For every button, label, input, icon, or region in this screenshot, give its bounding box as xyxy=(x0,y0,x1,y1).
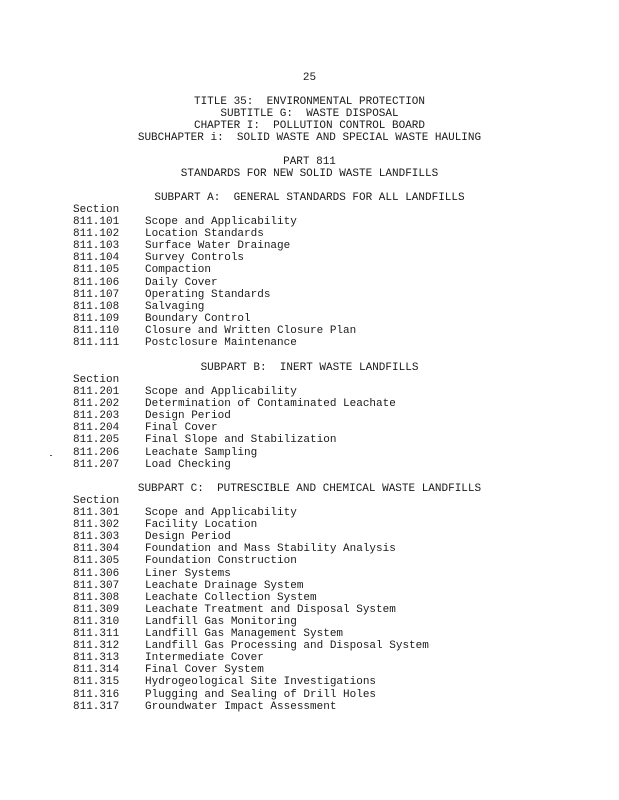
section-number: 811.303 xyxy=(73,531,120,543)
section-number: 811.105 xyxy=(73,264,120,276)
section-title: Surface Water Drainage xyxy=(145,240,291,252)
section-title: Design Period xyxy=(145,410,231,422)
section-title: Intermediate Cover xyxy=(145,652,264,664)
section-number: 811.207 xyxy=(73,459,120,471)
subpart-heading: SUBPART B: INERT WASTE LANDFILLS xyxy=(200,362,419,374)
section-title: Hydrogeological Site Investigations xyxy=(145,676,377,688)
section-title: Leachate Sampling xyxy=(145,447,258,459)
section-title: Facility Location xyxy=(145,519,258,531)
section-number: 811.201 xyxy=(73,386,120,398)
header-chapter: CHAPTER I: POLLUTION CONTROL BOARD xyxy=(193,120,426,132)
section-title: Final Slope and Stabilization xyxy=(145,434,337,446)
section-title: Landfill Gas Management System xyxy=(145,628,344,640)
header-subtitle: SUBTITLE G: WASTE DISPOSAL xyxy=(220,108,399,120)
section-number: 811.202 xyxy=(73,398,120,410)
scan-speck xyxy=(50,455,52,456)
section-number: 811.206 xyxy=(73,447,120,459)
header-title: TITLE 35: ENVIRONMENTAL PROTECTION xyxy=(193,96,426,108)
section-title: Daily Cover xyxy=(145,277,218,289)
section-title: Foundation and Mass Stability Analysis xyxy=(145,543,396,555)
header-subchapter: SUBCHAPTER i: SOLID WASTE AND SPECIAL WASTE HAULING xyxy=(137,132,482,144)
section-title: Scope and Applicability xyxy=(145,216,297,228)
section-title: Scope and Applicability xyxy=(145,507,297,519)
section-number: 811.205 xyxy=(73,434,120,446)
section-number: 811.301 xyxy=(73,507,120,519)
section-number: 811.312 xyxy=(73,640,120,652)
section-number: 811.108 xyxy=(73,301,120,313)
section-label: Section xyxy=(73,204,120,216)
section-title: Final Cover xyxy=(145,422,218,434)
section-title: Plugging and Sealing of Drill Holes xyxy=(145,689,377,701)
subpart-heading: SUBPART A: GENERAL STANDARDS FOR ALL LANDFILLS xyxy=(154,192,465,204)
section-title: Compaction xyxy=(145,264,212,276)
part-title: STANDARDS FOR NEW SOLID WASTE LANDFILLS xyxy=(180,168,439,180)
section-number: 811.311 xyxy=(73,628,120,640)
section-number: 811.306 xyxy=(73,568,120,580)
section-number: 811.101 xyxy=(73,216,120,228)
section-number: 811.102 xyxy=(73,228,120,240)
section-number: 811.111 xyxy=(73,337,120,349)
section-title: Foundation Construction xyxy=(145,555,297,567)
section-title: Landfill Gas Monitoring xyxy=(145,616,297,628)
section-title: Boundary Control xyxy=(145,313,251,325)
section-number: 811.316 xyxy=(73,689,120,701)
page-number: 25 xyxy=(302,72,317,84)
section-title: Leachate Treatment and Disposal System xyxy=(145,604,396,616)
section-number: 811.309 xyxy=(73,604,120,616)
section-label: Section xyxy=(73,495,120,507)
section-title: Closure and Written Closure Plan xyxy=(145,325,357,337)
section-title: Groundwater Impact Assessment xyxy=(145,701,337,713)
section-number: 811.310 xyxy=(73,616,120,628)
section-title: Determination of Contaminated Leachate xyxy=(145,398,396,410)
section-title: Liner Systems xyxy=(145,568,231,580)
section-number: 811.313 xyxy=(73,652,120,664)
section-number: 811.315 xyxy=(73,676,120,688)
section-title: Landfill Gas Processing and Disposal System xyxy=(145,640,429,652)
part-number: PART 811 xyxy=(283,156,336,168)
section-number: 811.203 xyxy=(73,410,120,422)
section-number: 811.304 xyxy=(73,543,120,555)
section-number: 811.317 xyxy=(73,701,120,713)
section-number: 811.103 xyxy=(73,240,120,252)
section-label: Section xyxy=(73,374,120,386)
section-number: 811.106 xyxy=(73,277,120,289)
section-title: Operating Standards xyxy=(145,289,271,301)
subpart-heading: SUBPART C: PUTRESCIBLE AND CHEMICAL WASTE LANDFILLS xyxy=(137,483,482,495)
section-number: 811.305 xyxy=(73,555,120,567)
section-number: 811.104 xyxy=(73,252,120,264)
section-title: Scope and Applicability xyxy=(145,386,297,398)
section-title: Survey Controls xyxy=(145,252,245,264)
section-title: Load Checking xyxy=(145,459,231,471)
section-number: 811.109 xyxy=(73,313,120,325)
section-number: 811.307 xyxy=(73,580,120,592)
section-title: Location Standards xyxy=(145,228,264,240)
section-title: Leachate Drainage System xyxy=(145,580,304,592)
section-number: 811.308 xyxy=(73,592,120,604)
section-number: 811.314 xyxy=(73,664,120,676)
section-number: 811.107 xyxy=(73,289,120,301)
section-title: Final Cover System xyxy=(145,664,264,676)
section-number: 811.302 xyxy=(73,519,120,531)
section-number: 811.204 xyxy=(73,422,120,434)
section-title: Design Period xyxy=(145,531,231,543)
section-title: Postclosure Maintenance xyxy=(145,337,297,349)
section-title: Salvaging xyxy=(145,301,205,313)
section-title: Leachate Collection System xyxy=(145,592,317,604)
section-number: 811.110 xyxy=(73,325,120,337)
